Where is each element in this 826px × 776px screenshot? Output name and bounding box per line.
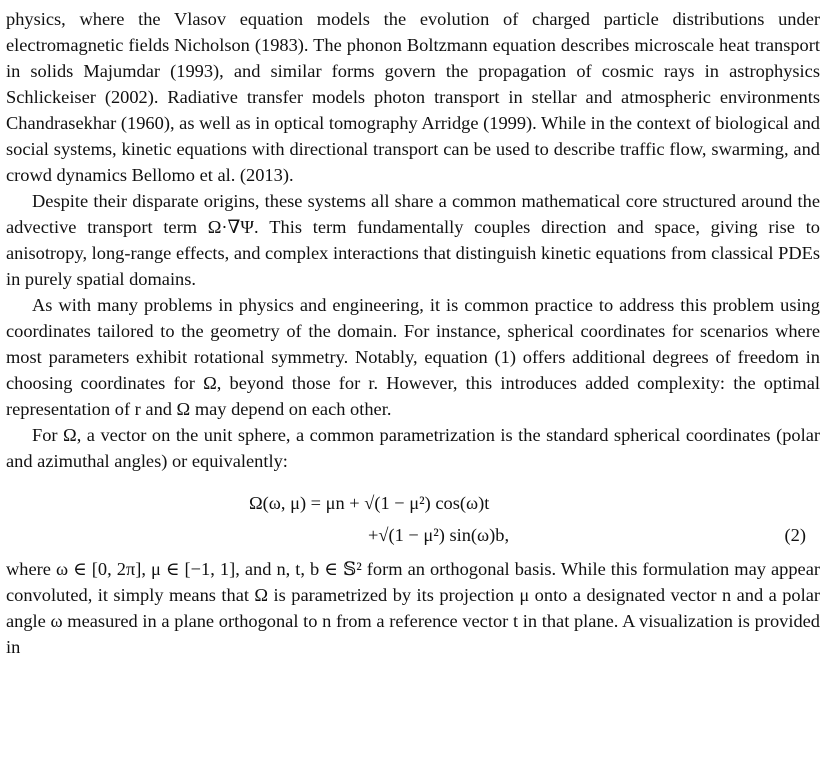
equation-2 <box>6 482 820 546</box>
paragraph-basis-explanation: where ω ∈ [0, 2π], μ ∈ [−1, 1], and n, t, b ∈ 𝕊² form an orthogonal basis. While this formulation may appear convoluted, it simply means that Ω is parametrized by its projection μ onto a designated vector n and a polar angle ω measured in a plane orthogonal to n from a reference vector t in that plane. A visualization is provided in <box>6 559 820 657</box>
paragraph-common-core: Despite their disparate origins, these systems all share a common mathematical core structured around the advective transport term Ω·∇Ψ. This term fundamentally couples direction and space, giving rise to anisotropy, long-range effects, and complex interactions that distinguish kinetic equations from classical PDEs in purely spatial domains. <box>6 191 820 289</box>
equation-line-2: +√(1 − μ²) sin(ω)b, <box>368 525 510 545</box>
paragraph-parametrization: For Ω, a vector on the unit sphere, a common parametrization is the standard spherical coordinates (polar and azimuthal angles) or equivalently: <box>6 425 820 471</box>
equation-number: (2) <box>784 525 806 545</box>
paragraph-applications: physics, where the Vlasov equation models the evolution of charged particle distributions under electromagnetic fields Nicholson (1983). The phonon Boltzmann equation describes microscale heat transport in solids Majumdar (1993), and similar forms govern the propagation of cosmic rays in astrophysics Schlickeiser (2002). Radiative transfer models photon transport in stellar and atmospheric environments Chandrasekhar (1960), as well as in optical tomography Arridge (1999). While in the context of biological and social systems, kinetic equations with directional transport can be used to describe traffic flow, swarming, and crowd dynamics Bellomo et al. (2013). <box>6 9 820 185</box>
equation-line-1: Ω(ω, μ) = μn + √(1 − μ²) cos(ω)t <box>249 493 490 513</box>
paragraph-coordinates: As with many problems in physics and engineering, it is common practice to address this problem using coordinates tailored to the geometry of the domain. For instance, spherical coordinates for scenarios where most parameters exhibit rotational symmetry. Notably, equation (1) offers additional degrees of freedom in choosing coordinates for Ω, beyond those for r. However, this introduces added complexity: the optimal representation of r and Ω may depend on each other. <box>6 295 820 419</box>
